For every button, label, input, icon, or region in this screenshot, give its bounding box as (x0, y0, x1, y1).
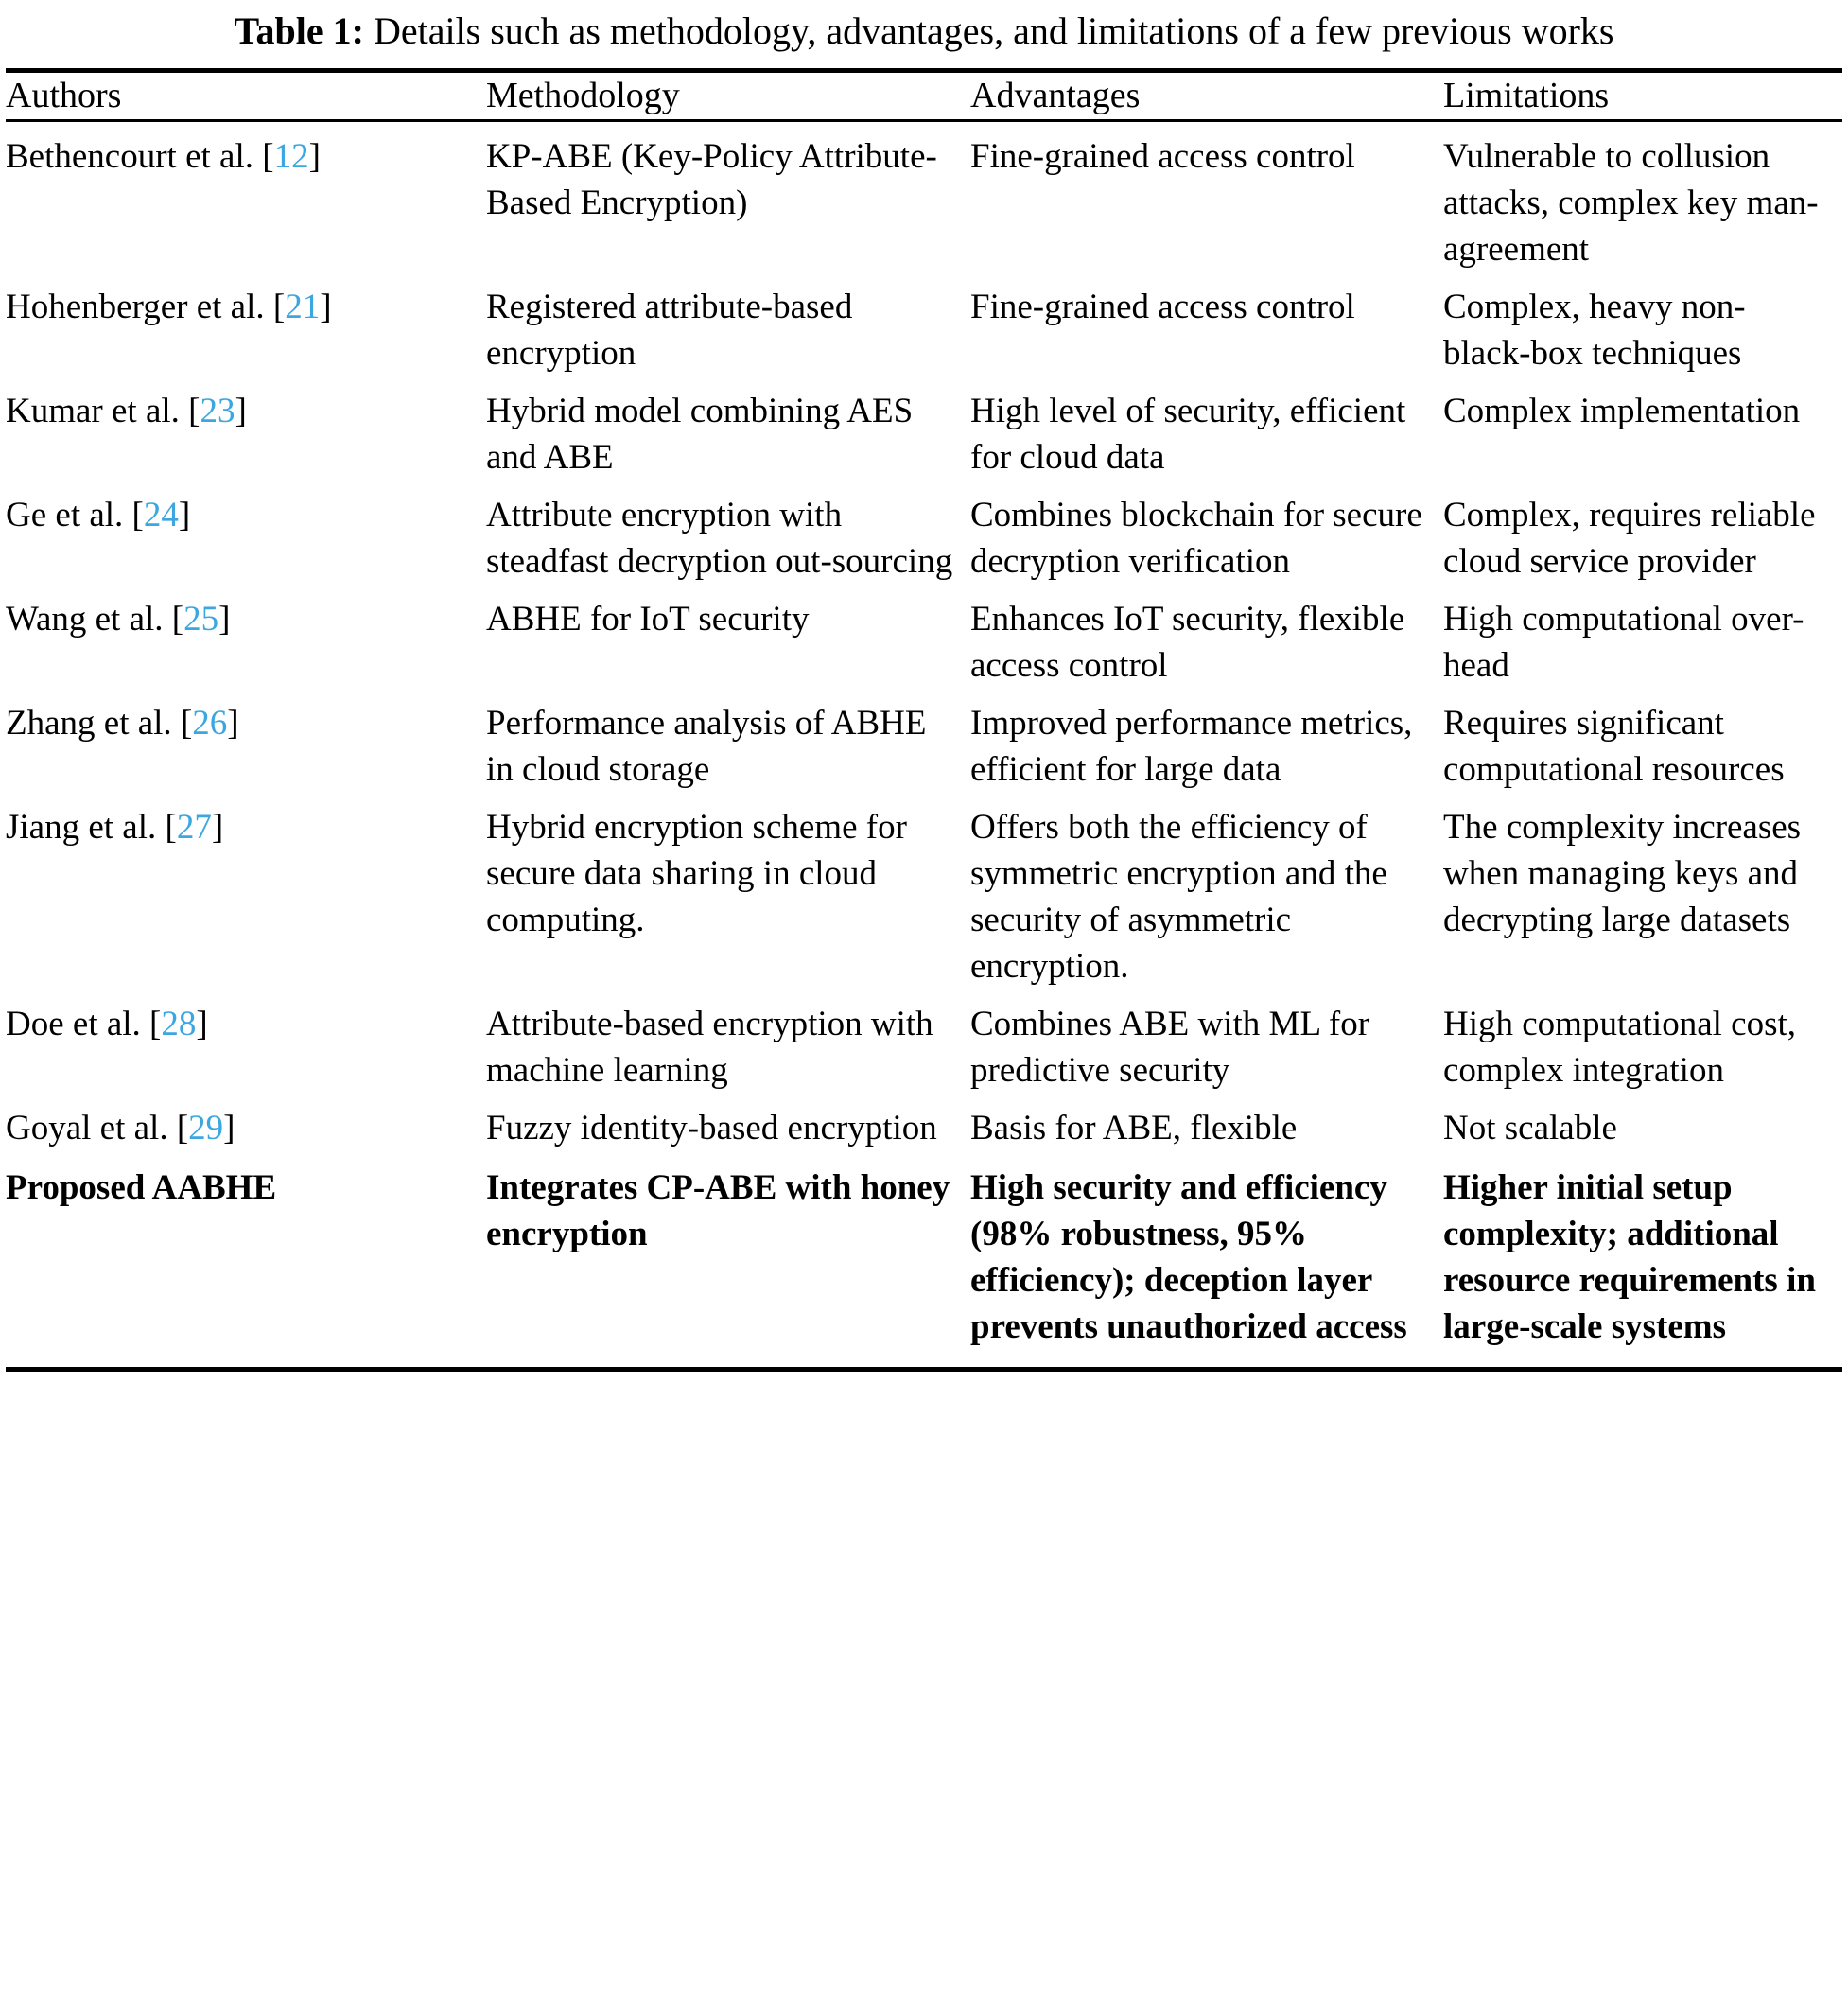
citation-bracket-open: [ (171, 600, 184, 639)
table-body (6, 122, 1842, 1359)
table-row-proposed (6, 1157, 1842, 1359)
table-row (6, 694, 1842, 798)
citation-link[interactable]: 26 (192, 704, 228, 743)
column-header-authors: Authors (6, 76, 122, 115)
cell-limitations: High computational cost, complex integration (1443, 1005, 1797, 1090)
table-row (6, 278, 1842, 382)
table-row (6, 122, 1842, 278)
author-name: Ge et al. (6, 496, 124, 534)
cell-methodology: Hybrid model combining AES and ABE (486, 392, 914, 477)
citation-bracket-open: [ (262, 137, 274, 176)
cell-authors (6, 122, 486, 278)
cell-advantages: Enhances IoT security, flexible access control (970, 600, 1405, 685)
cell-limitations: Requires significant computational resources (1443, 704, 1785, 789)
citation-bracket-close: ] (227, 704, 239, 743)
cell-advantages: Fine-grained access control (970, 137, 1355, 176)
cell-methodology: Fuzzy identity-based encryption (486, 1109, 937, 1147)
cell-authors (6, 995, 486, 1099)
citation-bracket-open: [ (176, 1109, 189, 1147)
citation-bracket-open: [ (180, 704, 193, 743)
cell-authors (6, 278, 486, 382)
column-header-methodology: Methodology (486, 76, 680, 115)
citation-bracket-open: [ (165, 808, 177, 847)
cell-methodology: Hybrid encryption scheme for secure data sharing in cloud computing. (486, 808, 907, 939)
author-name: Doe et al. (6, 1005, 141, 1043)
citation-link[interactable]: 25 (183, 600, 219, 639)
citation-bracket-open: [ (272, 288, 286, 326)
caption-text: Details such as methodology, advantages, and limitations of a few previous works (373, 9, 1614, 52)
author-name: Kumar et al. (6, 392, 180, 430)
author-name: Proposed AABHE (6, 1168, 277, 1207)
citation-link[interactable]: 12 (273, 137, 309, 176)
column-header-limitations: Limitations (1443, 76, 1610, 115)
cell-advantages: Basis for ABE, flexible (970, 1109, 1298, 1147)
cell-limitations: Vulnerable to collusion attacks, complex key man-agreement (1443, 137, 1819, 269)
cell-methodology: KP-ABE (Key-Policy Attribute-Based Encryption) (486, 137, 937, 222)
author-name: Zhang et al. (6, 704, 172, 743)
cell-methodology: Registered attribute-based encryption (486, 288, 853, 373)
cell-advantages: Combines blockchain for secure decryption verification (970, 496, 1422, 581)
cell-advantages: High level of security, efficient for cloud data (970, 392, 1406, 477)
table-bottom-rule (6, 1367, 1842, 1372)
cell-authors (6, 1099, 486, 1157)
author-name: Hohenberger et al. (6, 288, 265, 326)
citation-link[interactable]: 29 (188, 1109, 224, 1147)
header-row (6, 73, 1842, 119)
cell-limitations: Higher initial setup complexity; additional resource requirements in large-scale systems (1443, 1168, 1816, 1346)
cell-limitations: High computational over-head (1443, 600, 1804, 685)
cell-limitations: The complexity increases when managing keys and decrypting large datasets (1443, 808, 1802, 939)
citation-link[interactable]: 28 (161, 1005, 197, 1043)
citation-link[interactable]: 24 (143, 496, 179, 534)
citation-bracket-close: ] (218, 600, 231, 639)
cell-methodology: Attribute encryption with steadfast decryption out-sourcing (486, 496, 953, 581)
comparison-table (6, 73, 1842, 119)
cell-advantages: High security and efficiency (98% robustness, 95% efficiency); deception layer prevents unauthorized access (970, 1168, 1407, 1346)
bottom-spacer (6, 1359, 1842, 1367)
cell-authors (6, 486, 486, 590)
cell-advantages: Offers both the efficiency of symmetric encryption and the security of asymmetric encryption. (970, 808, 1387, 986)
citation-link[interactable]: 23 (200, 392, 235, 430)
comparison-table-body (6, 122, 1842, 1359)
cell-advantages: Combines ABE with ML for predictive security (970, 1005, 1370, 1090)
table-caption (6, 0, 1842, 68)
cell-authors (6, 1157, 486, 1359)
table-row (6, 382, 1842, 486)
citation-bracket-close: ] (308, 137, 321, 176)
cell-limitations: Complex, requires reliable cloud service provider (1443, 496, 1816, 581)
table-row (6, 486, 1842, 590)
table-row (6, 590, 1842, 694)
cell-methodology: Integrates CP-ABE with honey encryption (486, 1168, 950, 1253)
table-header (6, 73, 1842, 119)
citation-bracket-open: [ (131, 496, 144, 534)
citation-bracket-close: ] (320, 288, 332, 326)
author-name: Jiang et al. (6, 808, 157, 847)
cell-methodology: ABHE for IoT security (486, 600, 810, 639)
column-header-advantages: Advantages (970, 76, 1141, 115)
citation-bracket-close: ] (178, 496, 191, 534)
citation-bracket-close: ] (196, 1005, 208, 1043)
citation-bracket-close: ] (211, 808, 224, 847)
caption-label: Table 1: (234, 9, 364, 52)
cell-authors (6, 590, 486, 694)
citation-link[interactable]: 21 (285, 288, 321, 326)
cell-authors (6, 798, 486, 995)
cell-advantages: Improved performance metrics, efficient for large data (970, 704, 1413, 789)
author-name: Bethencourt et al. (6, 137, 253, 176)
author-name: Goyal et al. (6, 1109, 168, 1147)
citation-bracket-close: ] (235, 392, 247, 430)
cell-limitations: Complex, heavy non-black-box techniques (1443, 288, 1746, 373)
table-row (6, 1099, 1842, 1157)
table-row (6, 995, 1842, 1099)
citation-bracket-close: ] (223, 1109, 235, 1147)
table-row (6, 798, 1842, 995)
citation-bracket-open: [ (188, 392, 200, 430)
cell-authors (6, 382, 486, 486)
author-name: Wang et al. (6, 600, 164, 639)
cell-methodology: Attribute-based encryption with machine learning (486, 1005, 933, 1090)
cell-limitations: Not scalable (1443, 1109, 1617, 1147)
cell-methodology: Performance analysis of ABHE in cloud storage (486, 704, 927, 789)
citation-link[interactable]: 27 (176, 808, 212, 847)
cell-advantages: Fine-grained access control (970, 288, 1355, 326)
cell-authors (6, 694, 486, 798)
cell-limitations: Complex implementation (1443, 392, 1801, 430)
citation-bracket-open: [ (149, 1005, 162, 1043)
